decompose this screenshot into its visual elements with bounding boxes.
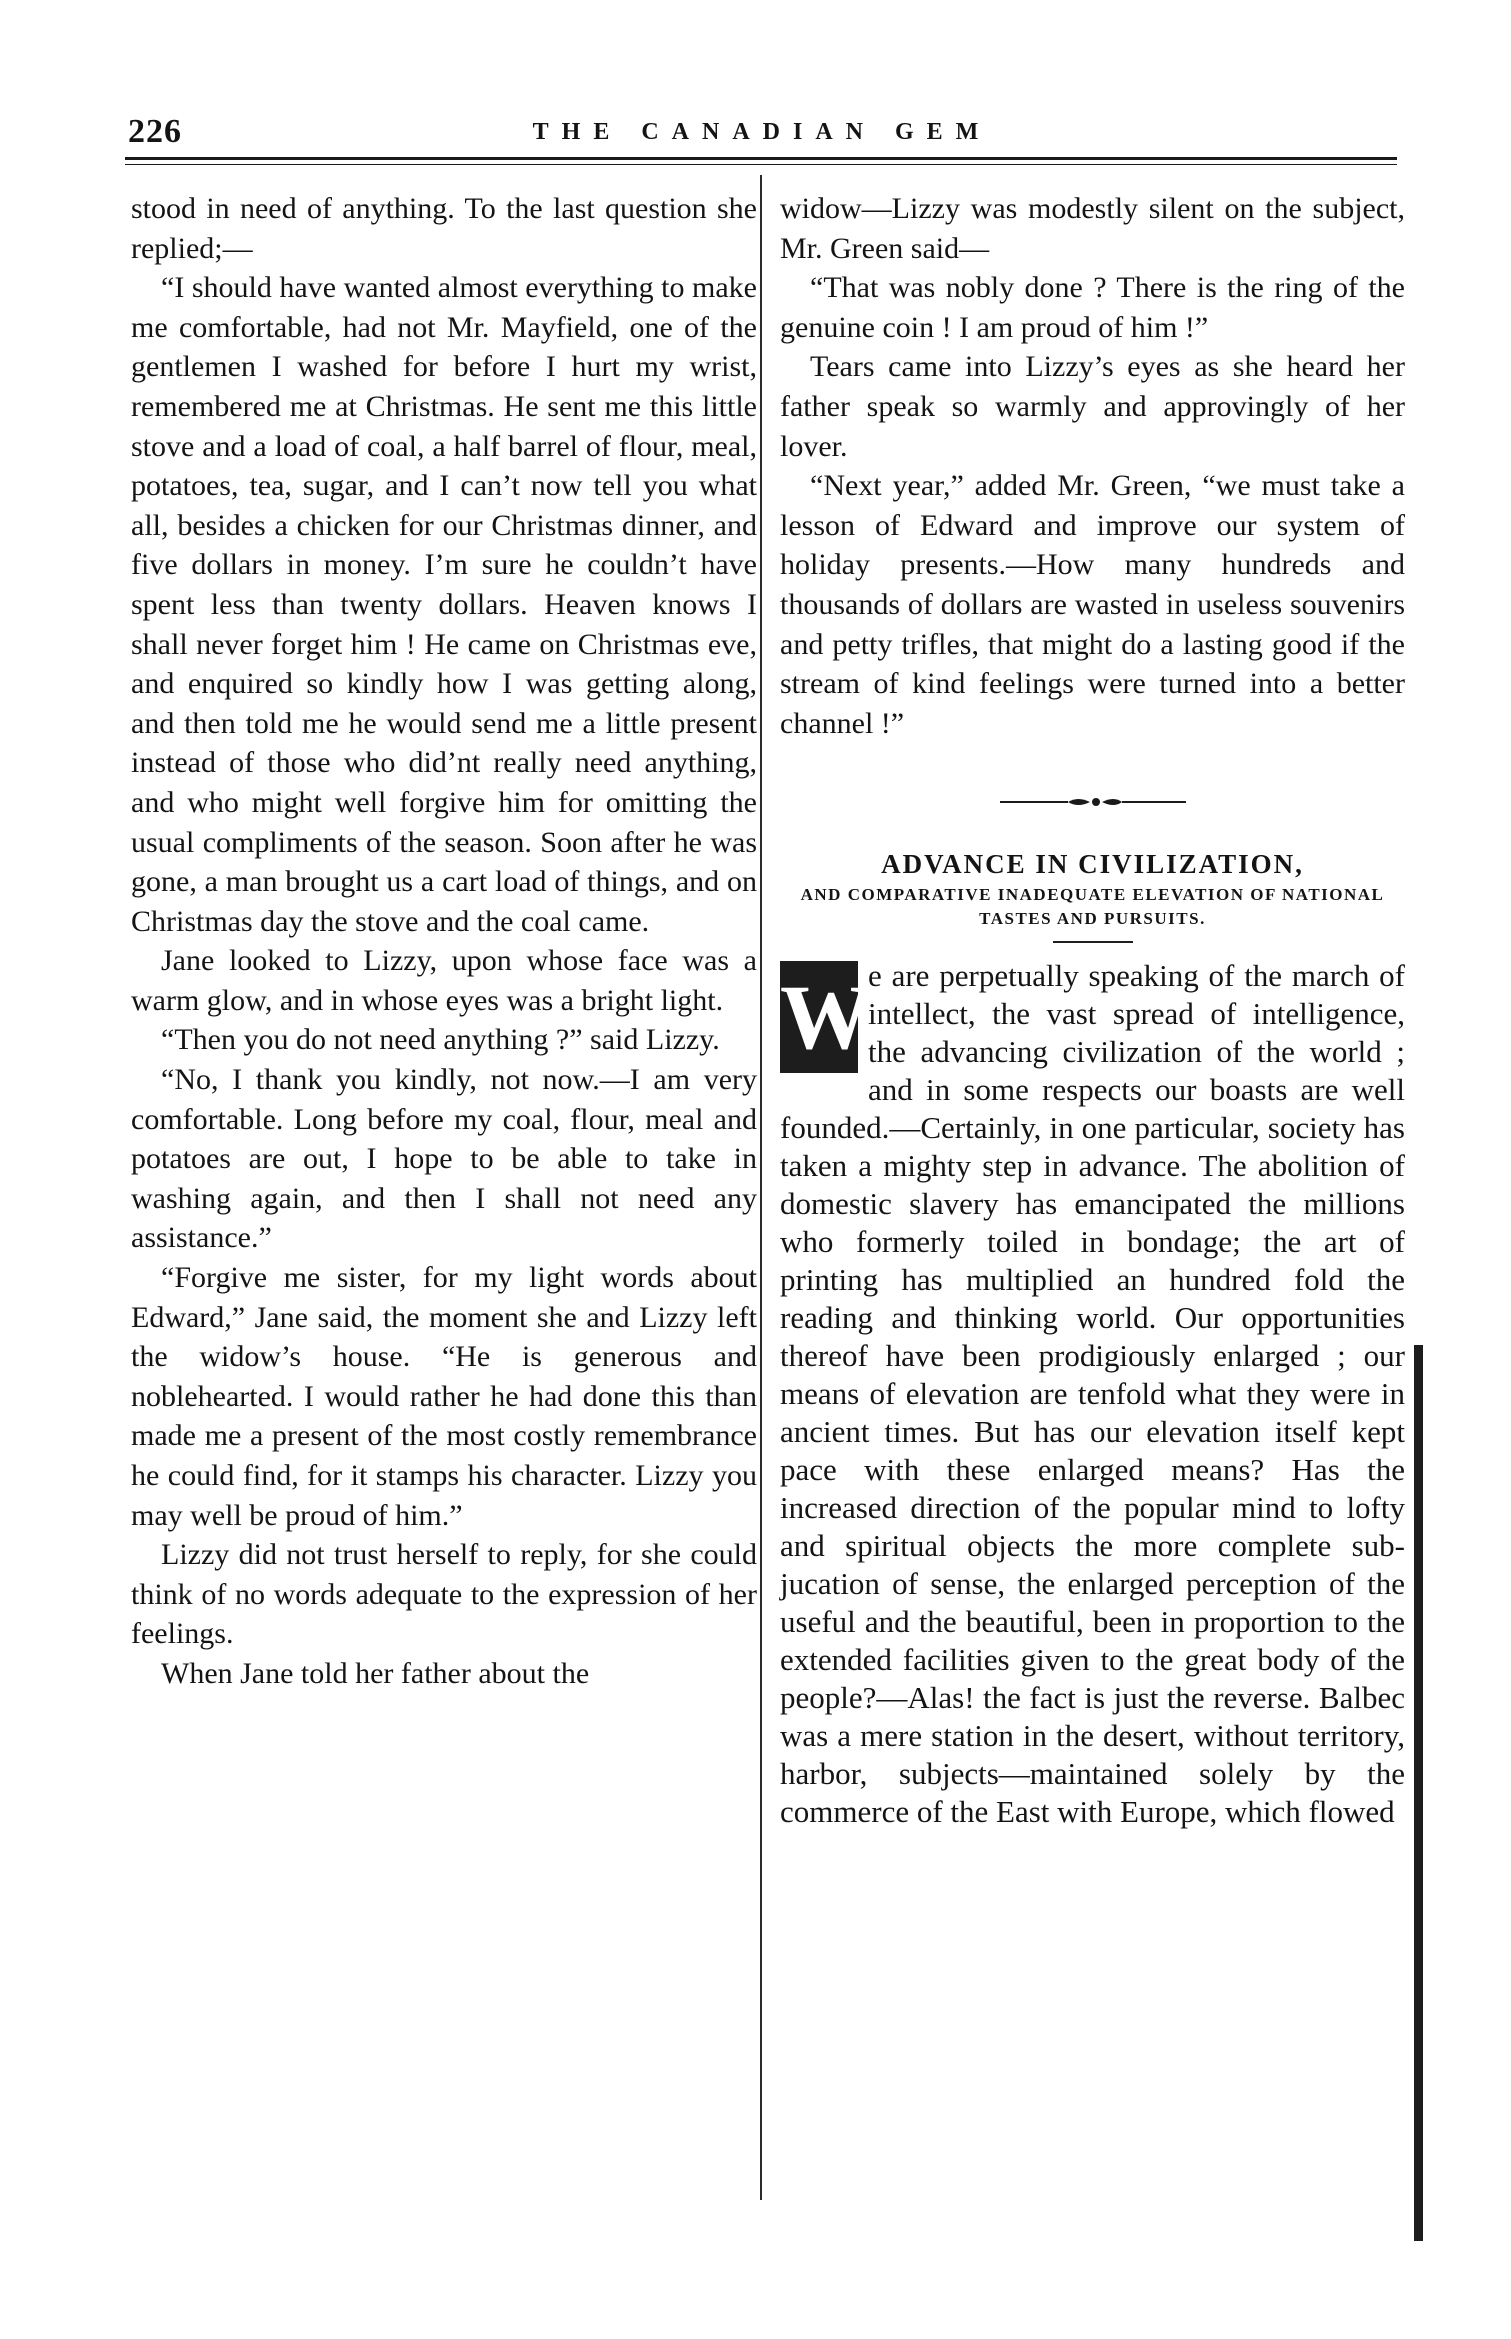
article-subtitle: AND COMPARATIVE INADEQUATE ELEVATION OF NATIONAL TASTES AND PURSUITS.	[800, 885, 1385, 929]
paragraph: “Next year,” added Mr. Green, “we must take a lesson of Edward and improve our system of holiday presents.—How many hundreds and thousands of dollars are wasted in useless souvenirs and petty trifles, that might do a lasting good if the stream of kind feelings were turned into a better channel !”	[780, 469, 1405, 740]
article-title: ADVANCE IN CIVILIZATION,	[881, 849, 1304, 880]
header-rule-thin	[125, 164, 1397, 165]
right-margin-bar	[1414, 1345, 1423, 2241]
article-body-text: e are perpetually speaking of the march of intellect, the vast spread of intelligence, the advancing civilization of the world ; and in some respects our boasts are well founded.—Certainly, in one particular, society has taken a mighty step in advance. The abolition of domestic slavery has emancipated the millions who formerly toiled in bondage; the art of printing has multiplied an hundred fold the reading and thinking world. Our opportunities thereof have been prodigiously enlarged ; our means of elevation are tenfold what they were in ancient times. But has our elevation itself kept pace with these enlarged means? Has the increased direction of the popular mind to lofty and spiritual objects the more complete subjucation of sense, the enlarged perception of the useful and the beautiful, been in proportion to the extended facilities given to the great body of the people?—Alas! the fact is just the reverse. Balbec was a mere station in the desert, without territory, harbor, subjects—maintained solely by the commerce of the East with Europe, which flowed	[780, 958, 1405, 1830]
paragraph: Jane looked to Lizzy, upon whose face was a warm glow, and in whose eyes was a bright light.	[131, 944, 757, 1017]
right-column	[780, 189, 1405, 1831]
drop-cap-initial: W	[780, 961, 858, 1073]
article-body	[780, 957, 1405, 1831]
paragraph: widow—Lizzy was modestly silent on the subject, Mr. Green said—	[780, 192, 1405, 265]
paragraph: Lizzy did not trust herself to reply, for she could think of no words adequate to the expression of her feelings.	[131, 1538, 757, 1651]
paragraph: “Forgive me sister, for my light words about Edward,” Jane said, the moment she and Lizzy left the widow’s house. “He is generous and noblehearted. I would rather he had done this than made me a present of the most costly remembrance he could find, for it stamps his character. Lizzy you may well be proud of him.”	[131, 1261, 757, 1532]
paragraph: “I should have wanted almost everything to make me comfortable, had not Mr. Mayfield, one of the gentlemen I washed for before I hurt my wrist, remembered me at Christmas. He sent me this little stove and a load of coal, a half barrel of flour, meal, potatoes, tea, sugar, and I can’t now tell you what all, besides a chicken for our Christmas dinner, and five dollars in money. I’m sure he couldn’t have spent less than twenty dollars. Heaven knows I shall never forget him ! He came on Christmas eve, and enquired so kindly how I was getting along, and then told me he would send me a little present instead of those who did’nt really need anything, and who might well forgive him for omitting the usual compliments of the season. Soon after he was gone, a man brought us a cart load of things, and on Christmas day the stove and the coal came.	[131, 271, 757, 938]
header-rule-thick	[125, 157, 1397, 160]
paragraph: “No, I thank you kindly, not now.—I am very comfortable. Long before my coal, flour, meal and potatoes are out, I hope to be able to take in washing again, and then I shall not need any assistance.”	[131, 1063, 757, 1255]
column-divider	[760, 175, 762, 2200]
running-head	[128, 113, 1396, 155]
title-rule	[1053, 941, 1133, 943]
journal-title: THE CANADIAN GEM	[532, 119, 992, 145]
left-column	[131, 189, 757, 1694]
paragraph: When Jane told her father about the	[161, 1656, 590, 1690]
paragraph: Tears came into Lizzy’s eyes as she heard her father speak so warmly and approvingly of her lover.	[780, 350, 1405, 463]
paragraph: “Then you do not need anything ?” said Lizzy.	[161, 1023, 720, 1057]
page-number: 226	[128, 113, 182, 150]
section-flourish-ornament	[998, 793, 1188, 811]
paragraph: “That was nobly done ? There is the ring of the genuine coin ! I am proud of him !”	[780, 271, 1405, 344]
paragraph: stood in need of anything. To the last question she replied;—	[131, 192, 757, 265]
